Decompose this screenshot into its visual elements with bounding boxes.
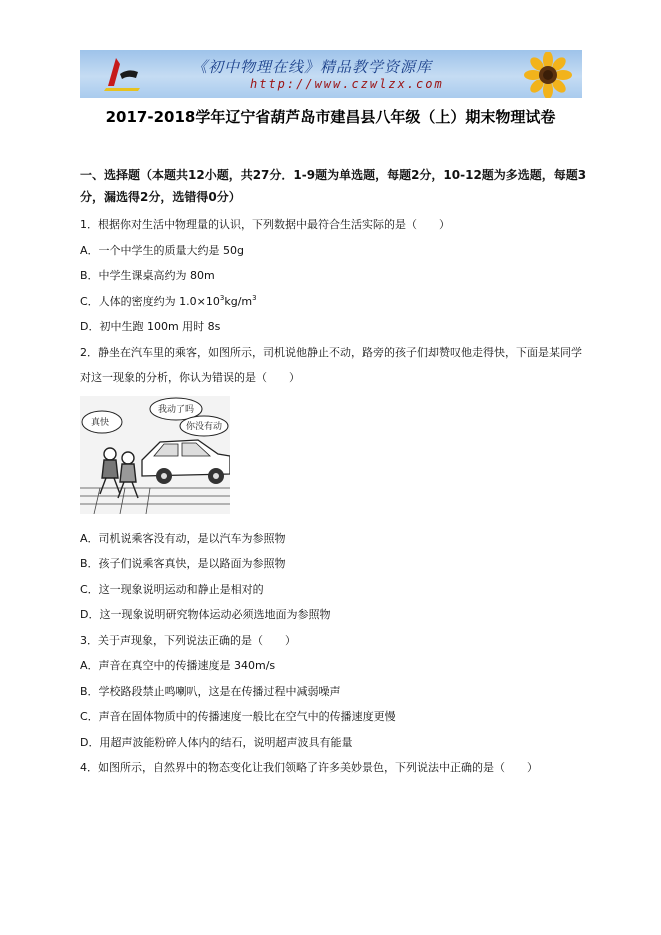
question-3-option-a: A．声音在真空中的传播速度是 340m/s [80,659,276,672]
question-2-option-d: D．这一现象说明研究物体运动必须选地面为参照物 [80,608,331,621]
driver-question-text: 我动了吗 [158,404,195,415]
question-2-stem: 2．静坐在汽车里的乘客，如图所示，司机说他静止不动，路旁的孩子们却赞叹他走得快，下面是某同学对这一现象的分析，你认为错误的是（ ） [80,345,582,384]
question-3-option-c: C．声音在固体物质中的传播速度一般比在空气中的传播速度更慢 [80,710,396,723]
logo-icon [102,56,142,92]
driver-answer-text: 你没有动 [186,421,223,432]
option-c-exponent: 3 [219,293,225,302]
question-3-stem: 3．关于声现象，下列说法正确的是（ ） [80,633,296,647]
header-banner [80,50,582,98]
question-2-option-b: B．孩子们说乘客真快，是以路面为参照物 [80,557,286,570]
document-title: 2017-2018学年辽宁省葫芦岛市建昌县八年级（上）期末物理试卷 [105,108,556,126]
option-c-unit: kg/m [224,294,253,308]
question-1-option-a: A．一个中学生的质量大约是 50g [80,243,245,257]
question-2-option-c: C．这一现象说明运动和静止是相对的 [80,582,264,596]
question-1-option-d: D．初中生跑 100m 用时 8s [80,320,221,333]
question-4-stem: 4．如图所示，自然界中的物态变化让我们领略了许多美妙景色，下列说法中正确的是（ ） [80,761,538,774]
banner-title: 《初中物理在线》精品教学资源库 [192,58,433,76]
question-1-stem: 1．根据你对生活中物理量的认识，下列数据中最符合生活实际的是（ ） [80,218,450,231]
sunflower-icon [514,52,578,98]
option-c-unit-exponent: 3 [252,293,257,302]
question-3-option-b: B．学校路段禁止鸣喇叭，这是在传播过程中减弱噪声 [80,684,341,698]
question-content [80,164,590,781]
question-3-option-d: D．用超声波能粉碎人体内的结石，说明超声波具有能量 [80,735,353,749]
option-c-text: C．人体的密度约为 1.0×10 [80,294,220,308]
question-1-option-c [80,289,590,315]
kids-speech-text: 真快 [91,417,110,428]
section-heading: 一、选择题（本题共12小题，共27分．1-9题为单选题，每题2分，10-12题为多选题，每题3分，漏选得2分，选错得0分） [80,168,587,204]
banner-url: http://www.czwlzx.com [250,77,444,91]
car-illustration [80,396,230,514]
question-2-option-a: A．司机说乘客没有动，是以汽车为参照物 [80,531,286,545]
question-1-option-b: B．中学生课桌高约为 80m [80,269,215,282]
